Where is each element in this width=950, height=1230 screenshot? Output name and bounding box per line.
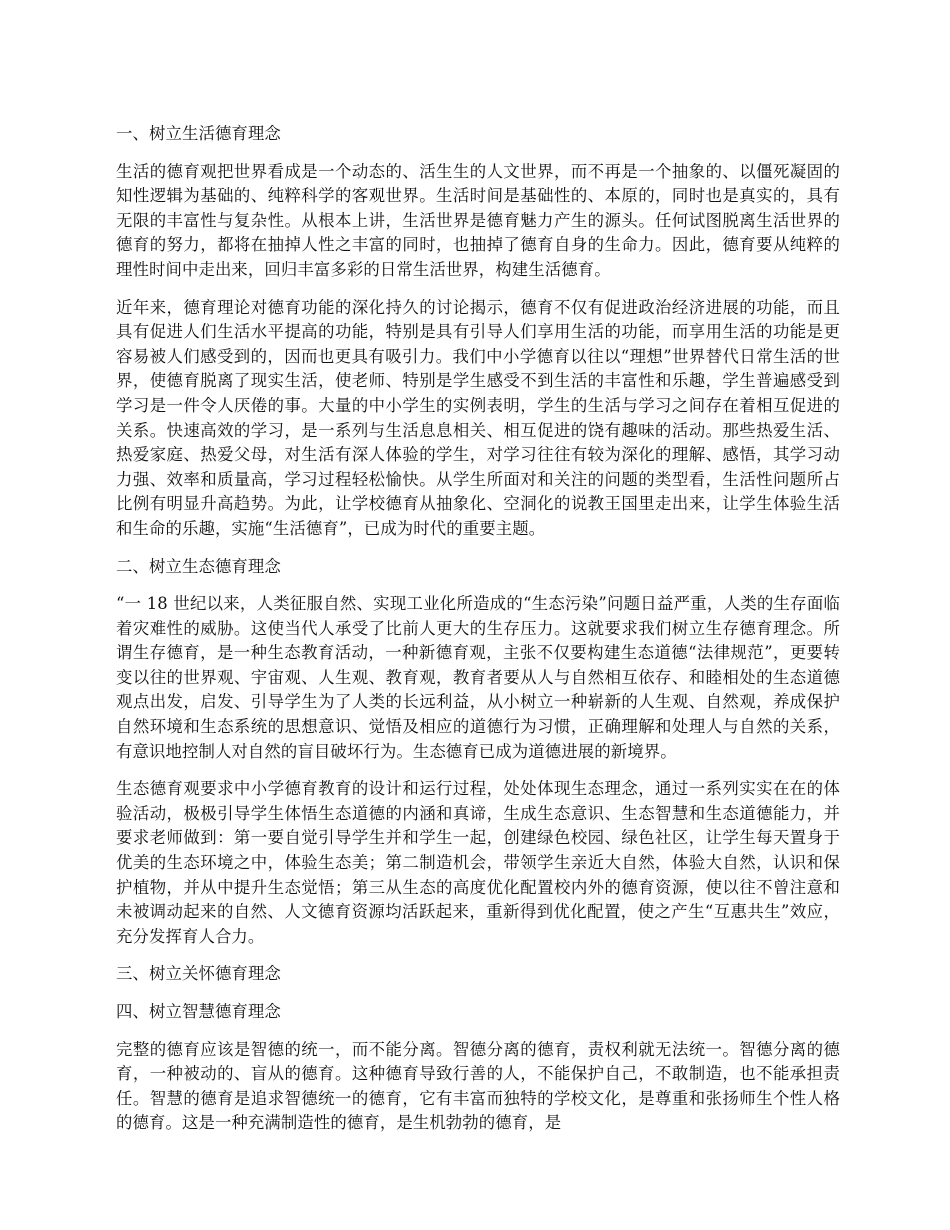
section-heading-3: 三、树立关怀德育理念	[116, 964, 281, 984]
document-page	[116, 122, 840, 1149]
paragraph-life-education-worldview: 生活的德育观把世界看成是一个动态的、活生生的人文世界，而不再是一个抽象的、以僵死凝固的知性逻辑为基础的、纯粹科学的客观世界。生活时间是基础性的、本原的，同时也是真实的，具有无限的丰富性与复杂性。从根本上讲，生活世界是德育魅力产生的源头。任何试图脱离生活世界的德育的努力，都将在抽掉人性之丰富的同时，也抽掉了德育自身的生命力。因此，德育要从纯粹的理性时间中走出来，回归丰富多彩的日常生活世界，构建生活德育。	[116, 161, 840, 279]
paragraph-wisdom-education: 完整的德育应该是智德的统一，而不能分离。智德分离的德育，责权利就无法统一。智德分离的德育，一种被动的、盲从的德育。这种德育导致行善的人，不能保护自己，不敢制造，也不能承担责任。智慧的德育是追求智德统一的德育，它有丰富而独特的学校文化，是尊重和张扬师生个性人格的德育。这是一种充满制造性的德育，是生机勃勃的德育，是	[116, 1039, 840, 1133]
section-heading-2: 二、树立生态德育理念	[116, 556, 281, 576]
section-heading-4: 四、树立智慧德育理念	[116, 1002, 281, 1021]
section-heading-1: 一、树立生活德育理念	[116, 124, 281, 143]
paragraph-ecological-education-definition: “一 18 世纪以来，人类征服自然、实现工业化所造成的“生态污染”问题日益严重，人类的生存面临着灾难性的威胁。这使当代人承受了比前人更大的生存压力。这就要求我们树立生存德育理念。所谓生存德育，是一种生态教育活动，一种新德育观，主张不仅要构建生态道德“法律规范”，更要转变以往的世界观、宇宙观、人生观、教育观，教育者要从人与自然相互依存、和睦相处的生态道德观点出发，启发、引导学生为了人类的长远利益，从小树立一种崭新的人生观、自然观，养成保护自然环境和生态系统的思想意识、觉悟及相应的道德行为习惯，正确理解和处理人与自然的关系，有意识地控制人对自然的盲目破坏行为。生态德育已成为道德进展的新境界。	[116, 594, 840, 761]
paragraph-life-education-function: 近年来，德育理论对德育功能的深化持久的讨论揭示，德育不仅有促进政治经济进展的功能，而且具有促进人们生活水平提高的功能，特别是具有引导人们享用生活的功能，而享用生活的功能是更容易被人们感受到的，因而也更具有吸引力。我们中小学德育以往以“理想”世界替代日常生活的世界，使德育脱离了现实生活，使老师、特别是学生感受不到生活的丰富性和乐趣，学生普遍感受到学习是一件令人厌倦的事。大量的中小学生的实例表明，学生的生活与学习之间存在着相互促进的关系。快速高效的学习，是一系列与生活息息相关、相互促进的饶有趣味的活动。那些热爱生活、热爱家庭、热爱父母，对生活有深人体验的学生，对学习往往有较为深化的理解、感悟，其学习动力强、效率和质量高，学习过程轻松愉快。从学生所面对和关注的问题的类型看，生活性问题所占比例有明显升高趋势。为此，让学校德育从抽象化、空洞化的说教王国里走出来，让学生体验生活和生命的乐趣，实施“生活德育”，已成为时代的重要主题。	[116, 297, 840, 538]
paragraph-ecological-education-requirements: 生态德育观要求中小学德育教育的设计和运行过程，处处体现生态理念，通过一系列实实在在的体验活动，极极引导学生体悟生态道德的内涵和真谛，生成生态意识、生态智慧和生态道德能力，并要求老师做到：第一要自觉引导学生并和学生一起，创建绿色校园、绿色社区，让学生每天置身于优美的生态环境之中，体验生态美；第二制造机会，带领学生亲近大自然，体验大自然，认识和保护植物，并从中提升生态觉悟；第三从生态的高度优化配置校内外的德育资源，使以往不曾注意和未被调动起来的自然、人文德育资源均活跃起来，重新得到优化配置，使之产生“互惠共生”效应，充分发挥育人合力。	[116, 779, 840, 946]
